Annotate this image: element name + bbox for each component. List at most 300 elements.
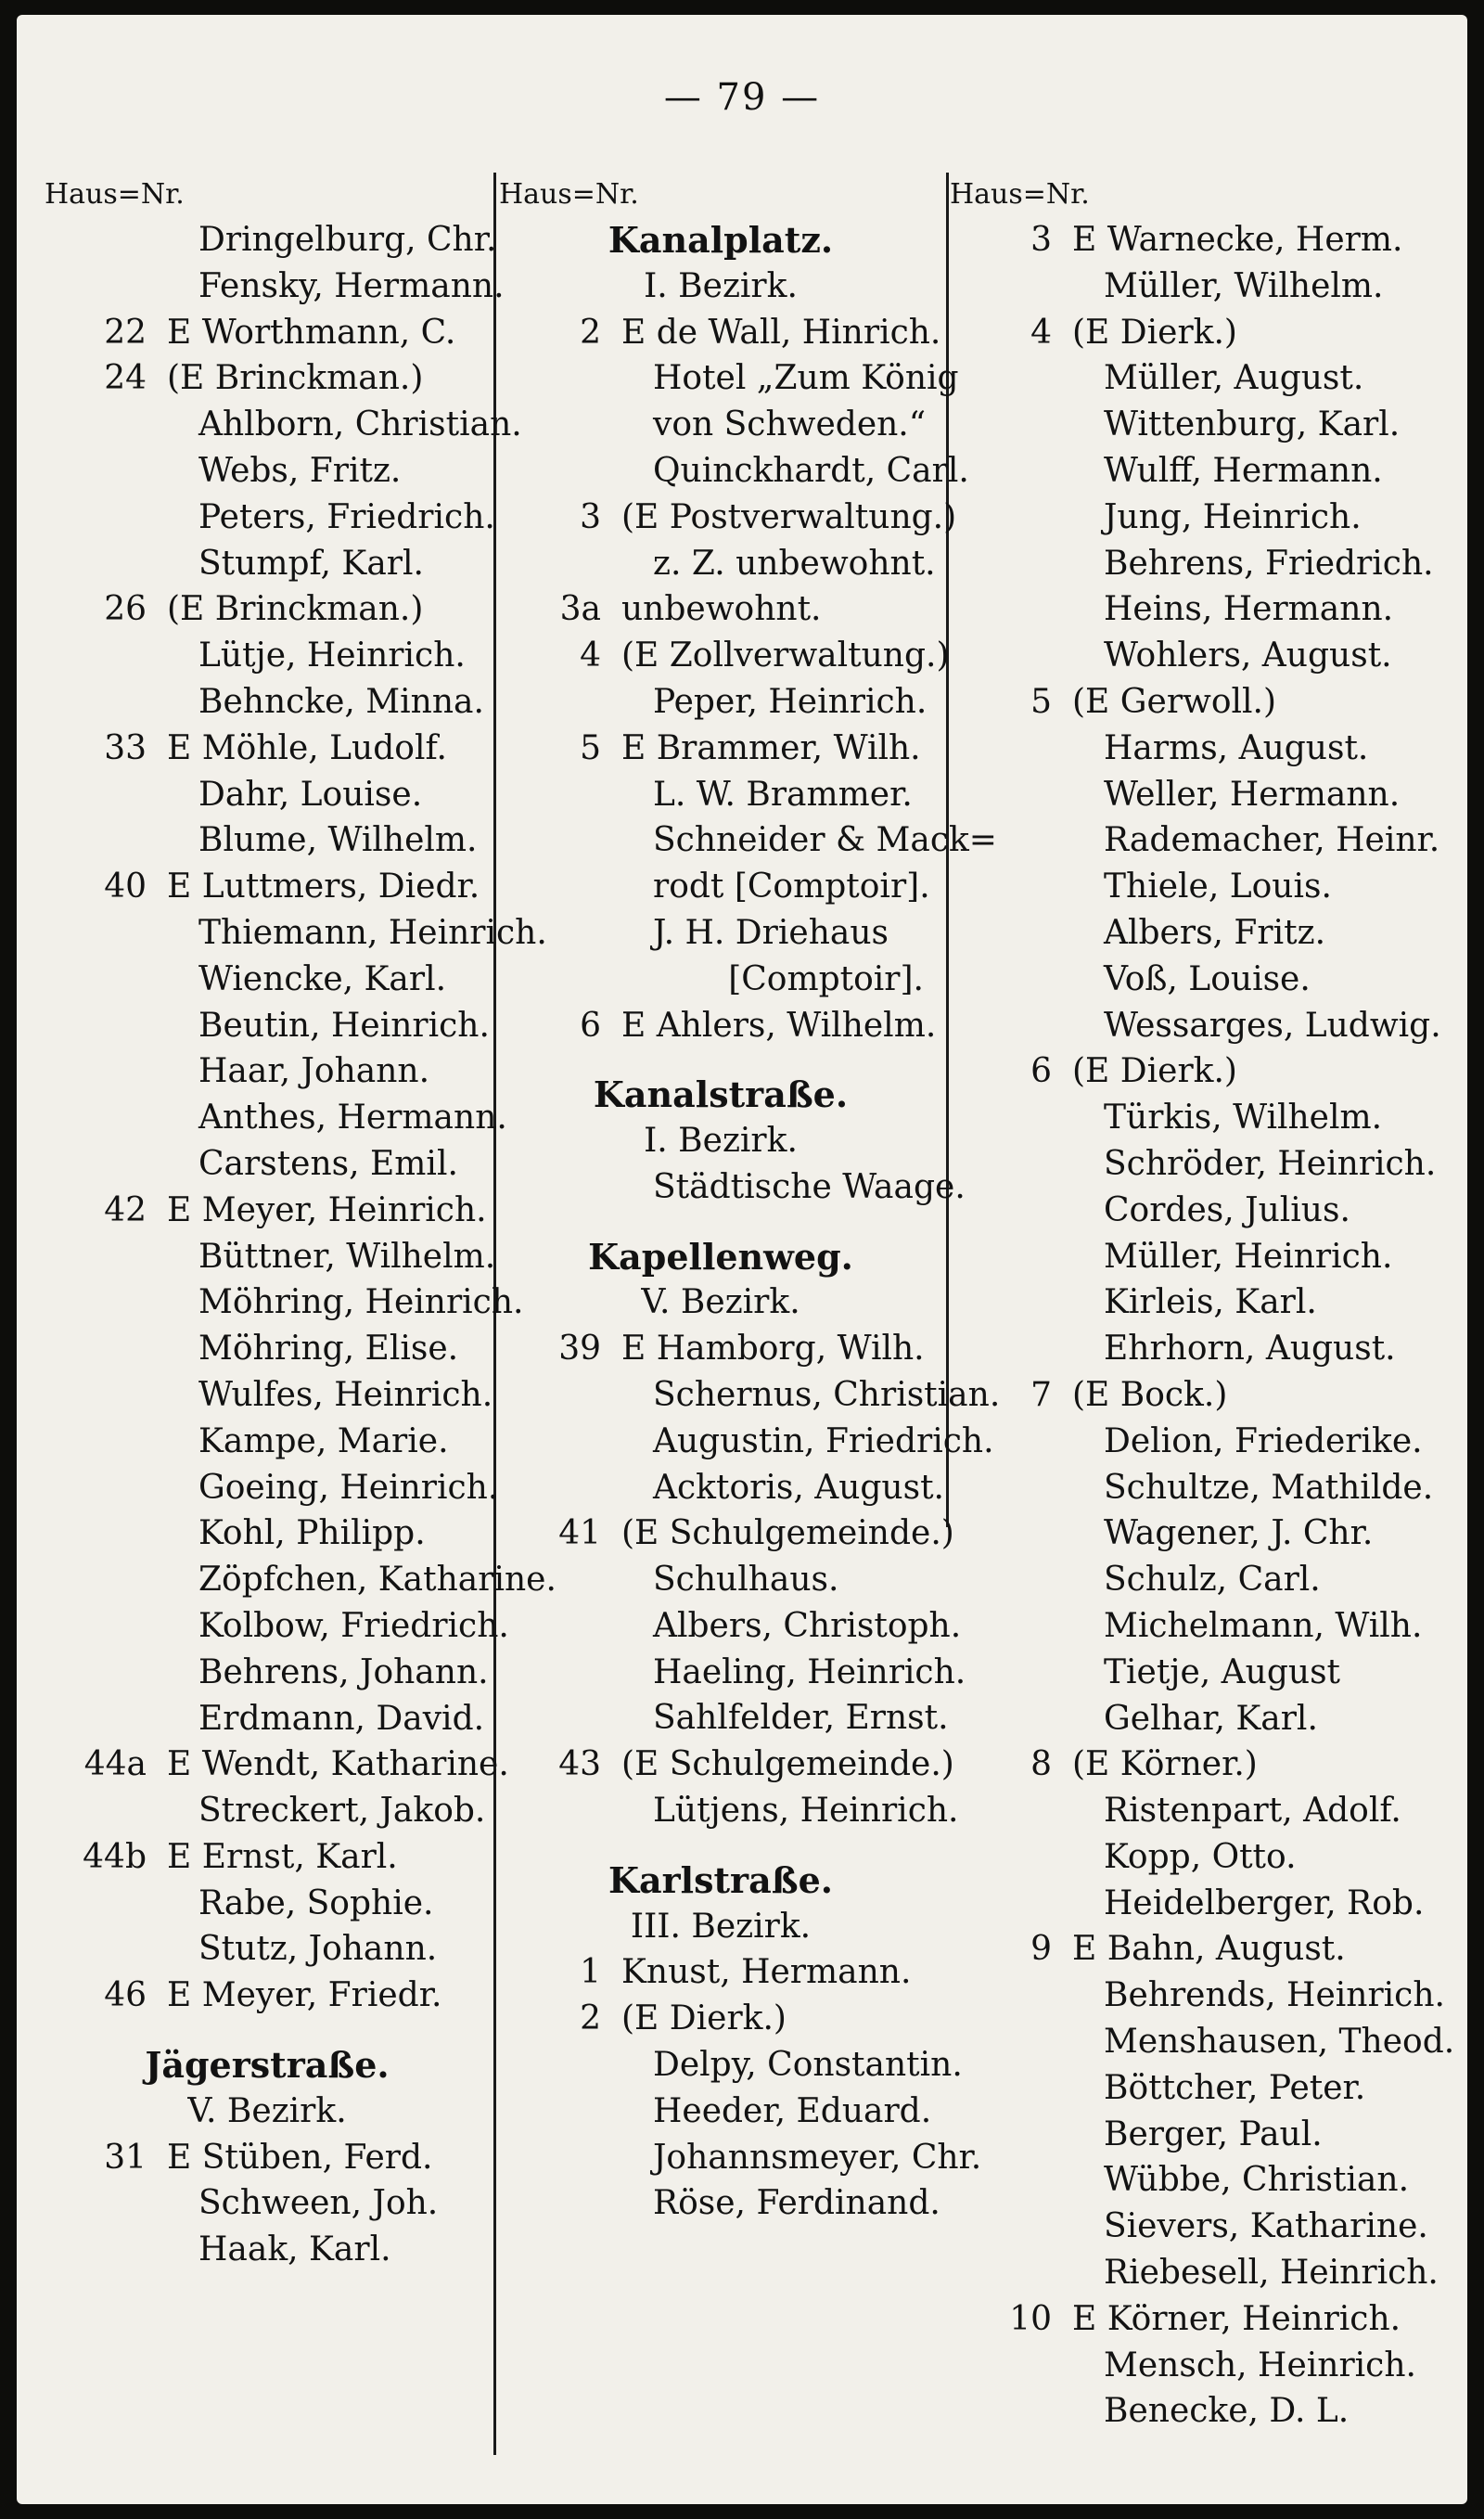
house-number: 31 [104,2138,147,2177]
resident-line [950,1834,1458,1881]
resident-name: Thiemann, Heinrich. [198,913,547,952]
resident-line [950,2343,1458,2389]
house-entry [499,633,950,679]
resident-line [499,541,942,587]
house-number: 39 [558,1330,601,1369]
house-number: 9 [1030,1930,1052,1969]
resident-line [950,817,1458,864]
house-number: 40 [104,868,147,906]
house-number: 5 [580,728,601,767]
resident-name: Müller, August. [1104,359,1364,398]
house-number: 41 [558,1514,601,1553]
resident-line [950,1510,1458,1557]
resident-line [499,1788,959,1834]
resident-line [45,633,490,679]
house-number: 2 [580,313,601,352]
resident-name: Benecke, D. L. [1104,2392,1350,2431]
resident-line [950,772,1458,818]
house-entry [499,586,942,633]
house-entry [950,1048,1458,1095]
house-number: 22 [104,313,147,352]
resident-name: Weller, Hermann. [1104,775,1401,814]
resident-name: (E Dierk.) [621,1999,787,2038]
resident-name: E Wendt, Katharine. [167,1745,509,1784]
resident-name: E Worthmann, C. [167,313,456,352]
resident-name: (E Brinckman.) [167,590,424,629]
resident-line [950,1881,1458,1927]
street-heading [499,1857,942,1904]
house-entry [950,2296,1458,2343]
resident-line [950,1973,1458,2019]
house-number: 2 [580,1999,601,2038]
resident-line [45,263,505,310]
resident-line [499,864,942,910]
resident-name: Gelhar, Karl. [1104,1699,1318,1738]
resident-name: Blume, Wilhelm. [198,821,478,860]
resident-name: Heeder, Eduard. [653,2091,932,2130]
resident-name: Erdmann, David. [198,1699,485,1738]
resident-line [950,2157,1458,2204]
resident-name: (E Brinckman.) [167,359,424,398]
street-name: Karlstraße. [608,1858,833,1901]
resident-name: Möhring, Elise. [198,1330,459,1369]
resident-name: Streckert, Jakob. [198,1792,486,1831]
resident-name: Albers, Christoph. [653,1606,962,1645]
resident-name: Türkis, Wilhelm. [1104,1099,1383,1137]
house-entry [950,217,1458,263]
house-number-header: Haus=Nr. [499,178,639,211]
resident-name: Behrends, Heinrich. [1104,1976,1445,2015]
resident-line [499,1650,966,1696]
resident-name: E de Wall, Hinrich. [621,313,941,352]
resident-name: [Comptoir]. [728,959,924,998]
house-entry [499,1003,942,1049]
street-name: Kapellenweg. [588,1235,853,1278]
resident-name: Wohlers, August. [1104,636,1392,675]
house-entry [45,726,490,772]
resident-line [45,957,490,1003]
house-entry [499,1949,942,1996]
resident-line [45,772,490,818]
column-3 [950,173,1458,2435]
resident-line [950,495,1458,541]
resident-name: Kampe, Marie. [198,1421,449,1460]
resident-name: (E Schulgemeinde.) [621,1745,954,1784]
resident-line [950,2065,1458,2112]
column-3-entries [950,217,1458,2435]
resident-name: Thiele, Louis. [1104,868,1332,906]
resident-name: Johannsmeyer, Chr. [653,2138,982,2177]
house-number: 4 [1030,313,1052,352]
house-entry [45,586,490,633]
resident-line [45,1926,490,1973]
directory-page [17,15,1467,2504]
resident-name: z. Z. unbewohnt. [653,544,936,583]
resident-line [950,910,1458,957]
resident-line [45,448,490,495]
resident-line [45,910,547,957]
resident-line [499,1695,949,1741]
resident-name: Behrens, Friedrich. [1104,544,1434,583]
resident-name: Tietje, August [1104,1652,1341,1691]
house-number: 6 [580,1006,601,1045]
resident-line [499,817,997,864]
resident-name: Möhring, Heinrich. [198,1283,524,1322]
resident-line [499,2180,942,2227]
resident-name: Haar, Johann. [198,1052,430,1091]
resident-name: Goeing, Heinrich. [198,1468,499,1507]
resident-name: Hotel „Zum König [653,359,959,398]
column-1-entries [45,217,556,2273]
house-number: 8 [1030,1745,1052,1784]
resident-name: Carstens, Emil. [198,1144,458,1183]
resident-line [950,1465,1458,1511]
resident-line [950,263,1458,310]
house-entry [499,1996,942,2042]
house-entry [950,1926,1458,1973]
resident-line [499,1419,994,1465]
resident-name: Dringelburg, Chr. [198,221,497,259]
resident-line [499,679,942,726]
resident-name: Stumpf, Karl. [198,544,424,583]
resident-name: Ehrhorn, August. [1104,1330,1396,1369]
resident-line [499,355,959,402]
resident-line [45,1465,499,1511]
resident-line [950,1188,1458,1234]
resident-line [950,1095,1458,1141]
resident-name: Mensch, Heinrich. [1104,2345,1416,2384]
house-number: 44a [83,1745,147,1784]
resident-line [950,2250,1458,2296]
district-name: III. Bezirk. [630,1907,812,1946]
resident-name: E Bahn, August. [1072,1930,1346,1969]
house-number-header: Haus=Nr. [950,178,1090,211]
house-entry [45,864,490,910]
street-name: Kanalplatz. [608,219,834,261]
resident-name: Peper, Heinrich. [653,682,928,721]
resident-line [45,2180,490,2227]
resident-line [950,957,1458,1003]
resident-name: Kohl, Philipp. [198,1514,426,1553]
resident-line [499,910,942,957]
resident-line [499,1164,966,1211]
resident-line [45,541,490,587]
house-number: 7 [1030,1375,1052,1414]
resident-name: Webs, Fritz. [198,451,402,490]
resident-name: Wiencke, Karl. [198,959,447,998]
house-entry [499,1326,942,1372]
house-number: 3 [1030,221,1052,259]
house-number: 4 [580,636,601,675]
house-number: 1 [580,1953,601,1992]
resident-name: unbewohnt. [621,590,822,629]
resident-name: E Ahlers, Wilhelm. [621,1006,937,1045]
resident-name: Beutin, Heinrich. [198,1006,490,1045]
house-number: 46 [104,1976,147,2015]
resident-line [950,633,1458,679]
resident-name: Müller, Heinrich. [1104,1237,1393,1276]
resident-name: L. W. Brammer. [653,775,913,814]
resident-name: Ristenpart, Adolf. [1104,1792,1401,1831]
resident-line [950,402,1458,448]
resident-line [45,1650,490,1696]
resident-name: Albers, Fritz. [1104,913,1326,952]
house-number: 44b [83,1837,147,1876]
resident-name: Haak, Karl. [198,2230,391,2269]
resident-name: Schröder, Heinrich. [1104,1144,1437,1183]
resident-name: Zöpfchen, Katharine. [198,1561,556,1600]
resident-name: (E Dierk.) [1072,1052,1237,1091]
resident-name: Peters, Friedrich. [198,497,495,536]
resident-line [45,495,495,541]
resident-name: Schneider & Mack= [653,821,997,860]
house-entry [45,1741,509,1788]
resident-name: Michelmann, Wilh. [1104,1606,1423,1645]
resident-name: Wittenburg, Karl. [1104,405,1401,444]
house-entry [45,1973,490,2019]
resident-line [45,1048,490,1095]
resident-line [950,1234,1458,1280]
resident-name: Dahr, Louise. [198,775,423,814]
house-number: 3a [559,590,601,629]
resident-line [950,2204,1458,2250]
resident-line [45,1419,490,1465]
resident-line [950,541,1458,587]
resident-name: E Luttmers, Diedr. [167,868,480,906]
resident-name: Voß, Louise. [1104,959,1311,998]
resident-line [950,1326,1458,1372]
resident-name: Kopp, Otto. [1104,1837,1297,1876]
resident-name: (E Schulgemeinde.) [621,1514,954,1553]
street-heading [499,1234,942,1280]
resident-line [499,448,969,495]
resident-line [950,1603,1458,1650]
resident-line [45,1279,524,1326]
resident-line [950,1557,1458,1603]
resident-name: E Meyer, Heinrich. [167,1190,487,1229]
resident-line [499,2042,963,2088]
house-entry [499,726,942,772]
resident-line [45,1234,496,1280]
street-heading [499,1072,942,1118]
district-name: I. Bezirk. [644,1122,798,1161]
resident-name: Wübbe, Christian. [1104,2161,1410,2200]
house-number: 6 [1030,1052,1052,1091]
section-gap [45,2019,490,2042]
house-number: 42 [104,1190,147,1229]
resident-line [45,1557,556,1603]
house-entry [499,1510,954,1557]
resident-name: Menshausen, Theod. [1104,2023,1455,2062]
resident-line [950,448,1458,495]
house-number: 26 [104,590,147,629]
resident-line [950,586,1458,633]
section-gap [499,1048,942,1072]
resident-name: Augustin, Friedrich. [653,1421,994,1460]
house-entry [950,1372,1458,1419]
street-heading [45,2042,490,2088]
resident-name: Schulz, Carl. [1104,1561,1321,1600]
resident-line [950,1788,1458,1834]
house-number: 24 [104,359,147,398]
resident-name: (E Körner.) [1072,1745,1258,1784]
house-entry [499,1741,954,1788]
street-heading [499,217,942,263]
resident-name: Anthes, Hermann. [198,1099,507,1137]
resident-name: Delpy, Constantin. [653,2045,963,2084]
resident-name: Sahlfelder, Ernst. [653,1699,949,1738]
house-entry [950,679,1458,726]
resident-name: Schulhaus. [653,1561,839,1600]
resident-name: E Meyer, Friedr. [167,1976,442,2015]
section-gap [499,1834,942,1857]
resident-line [499,1557,942,1603]
resident-name: Riebesell, Heinrich. [1104,2254,1439,2293]
resident-name: Berger, Paul. [1104,2114,1323,2153]
district-label [499,1118,942,1164]
resident-name: E Möhle, Ludolf. [167,728,447,767]
district-label [499,1279,942,1326]
resident-name: Cordes, Julius. [1104,1190,1350,1229]
resident-line [45,1696,490,1742]
resident-line [499,772,942,818]
resident-name: Röse, Ferdinand. [653,2184,940,2223]
resident-name: Müller, Wilhelm. [1104,266,1384,305]
page-number: — 79 — [663,76,821,119]
resident-line [499,957,942,1003]
resident-line [499,2135,982,2181]
street-name: Kanalstraße. [593,1073,849,1116]
resident-line [45,1003,490,1049]
resident-line [950,1696,1458,1742]
resident-name: E Brammer, Wilh. [621,728,921,767]
district-label [45,2088,490,2135]
resident-line [499,402,942,448]
house-entry [950,310,1458,356]
resident-line [950,2112,1458,2158]
resident-line [45,2227,490,2273]
resident-name: Behrens, Johann. [198,1652,489,1691]
column-1 [45,173,556,2273]
resident-line [950,355,1458,402]
resident-name: Schernus, Christian. [653,1375,1001,1414]
resident-line [950,1279,1458,1326]
resident-name: Haeling, Heinrich. [653,1652,966,1691]
resident-name: Schween, Joh. [198,2184,439,2223]
resident-name: E Stüben, Ferd. [167,2138,433,2177]
resident-name: Delion, Friederike. [1104,1421,1423,1460]
resident-name: rodt [Comptoir]. [653,868,930,906]
resident-name: (E Bock.) [1072,1375,1228,1414]
resident-line [45,1095,507,1141]
resident-name: Büttner, Wilhelm. [198,1237,496,1276]
resident-line [499,1372,1001,1419]
resident-line [950,2388,1458,2435]
resident-line [45,1510,490,1557]
resident-name: Rabe, Sophie. [198,1883,434,1922]
house-entry [45,310,490,356]
resident-name: Schultze, Mathilde. [1104,1468,1434,1507]
resident-name: Wagener, J. Chr. [1104,1514,1374,1553]
resident-name: E Körner, Heinrich. [1072,2299,1401,2338]
resident-name: Wulfes, Heinrich. [198,1375,493,1414]
resident-name: E Hamborg, Wilh. [621,1330,925,1369]
house-number: 5 [1030,682,1052,721]
section-gap [499,1211,942,1234]
house-entry [45,1834,490,1881]
resident-line [950,726,1458,772]
column-2 [499,173,1001,2227]
resident-name: Heins, Hermann. [1104,590,1394,629]
resident-line [45,1372,493,1419]
resident-name: Böttcher, Peter. [1104,2068,1366,2107]
resident-line [950,1003,1458,1049]
house-entry [499,495,957,541]
resident-name: Behncke, Minna. [198,682,484,721]
house-entry [45,1188,490,1234]
house-number-header: Haus=Nr. [45,178,185,211]
resident-line [950,1650,1458,1696]
resident-line [45,817,490,864]
district-name: V. Bezirk. [641,1283,800,1322]
resident-line [45,1141,490,1188]
resident-line [499,2088,942,2135]
resident-line [950,1141,1458,1188]
resident-name: J. H. Driehaus [653,913,889,952]
resident-name: von Schweden.“ [653,405,927,444]
resident-name: Städtische Waage. [653,1167,966,1206]
resident-name: Heidelberger, Rob. [1104,1883,1425,1922]
resident-name: Wessarges, Ludwig. [1104,1006,1441,1045]
resident-line [950,2019,1458,2065]
resident-line [45,679,490,726]
resident-line [45,1788,490,1834]
resident-line [950,1419,1458,1465]
house-entry [45,355,490,402]
district-name: V. Bezirk. [187,2091,347,2130]
resident-line [45,1881,490,1927]
resident-name: Stutz, Johann. [198,1930,438,1969]
house-entry [499,310,942,356]
house-entry [45,2135,490,2181]
resident-name: Ahlborn, Christian. [198,405,522,444]
house-number: 3 [580,497,601,536]
resident-name: Lütje, Heinrich. [198,636,466,675]
street-name: Jägerstraße. [145,2043,390,2086]
house-number: 10 [1009,2299,1052,2338]
resident-line [950,864,1458,910]
resident-name: Quinckhardt, Carl. [653,451,969,490]
resident-line [45,217,497,263]
resident-name: Harms, August. [1104,728,1369,767]
resident-name: (E Dierk.) [1072,313,1237,352]
resident-name: Kirleis, Karl. [1104,1283,1317,1322]
house-entry [950,1741,1458,1788]
resident-name: Acktoris, August. [653,1468,944,1507]
resident-name: Knust, Hermann. [621,1953,912,1992]
district-label [499,263,942,310]
resident-name: Wulff, Hermann. [1104,451,1383,490]
resident-name: (E Postverwaltung.) [621,497,957,536]
resident-name: (E Zollverwaltung.) [621,636,950,675]
house-number: 33 [104,728,147,767]
resident-name: Fensky, Hermann. [198,266,505,305]
resident-name: E Ernst, Karl. [167,1837,398,1876]
resident-name: Kolbow, Friedrich. [198,1606,509,1645]
resident-line [45,402,522,448]
resident-line [45,1326,490,1372]
resident-name: E Warnecke, Herm. [1072,221,1403,259]
